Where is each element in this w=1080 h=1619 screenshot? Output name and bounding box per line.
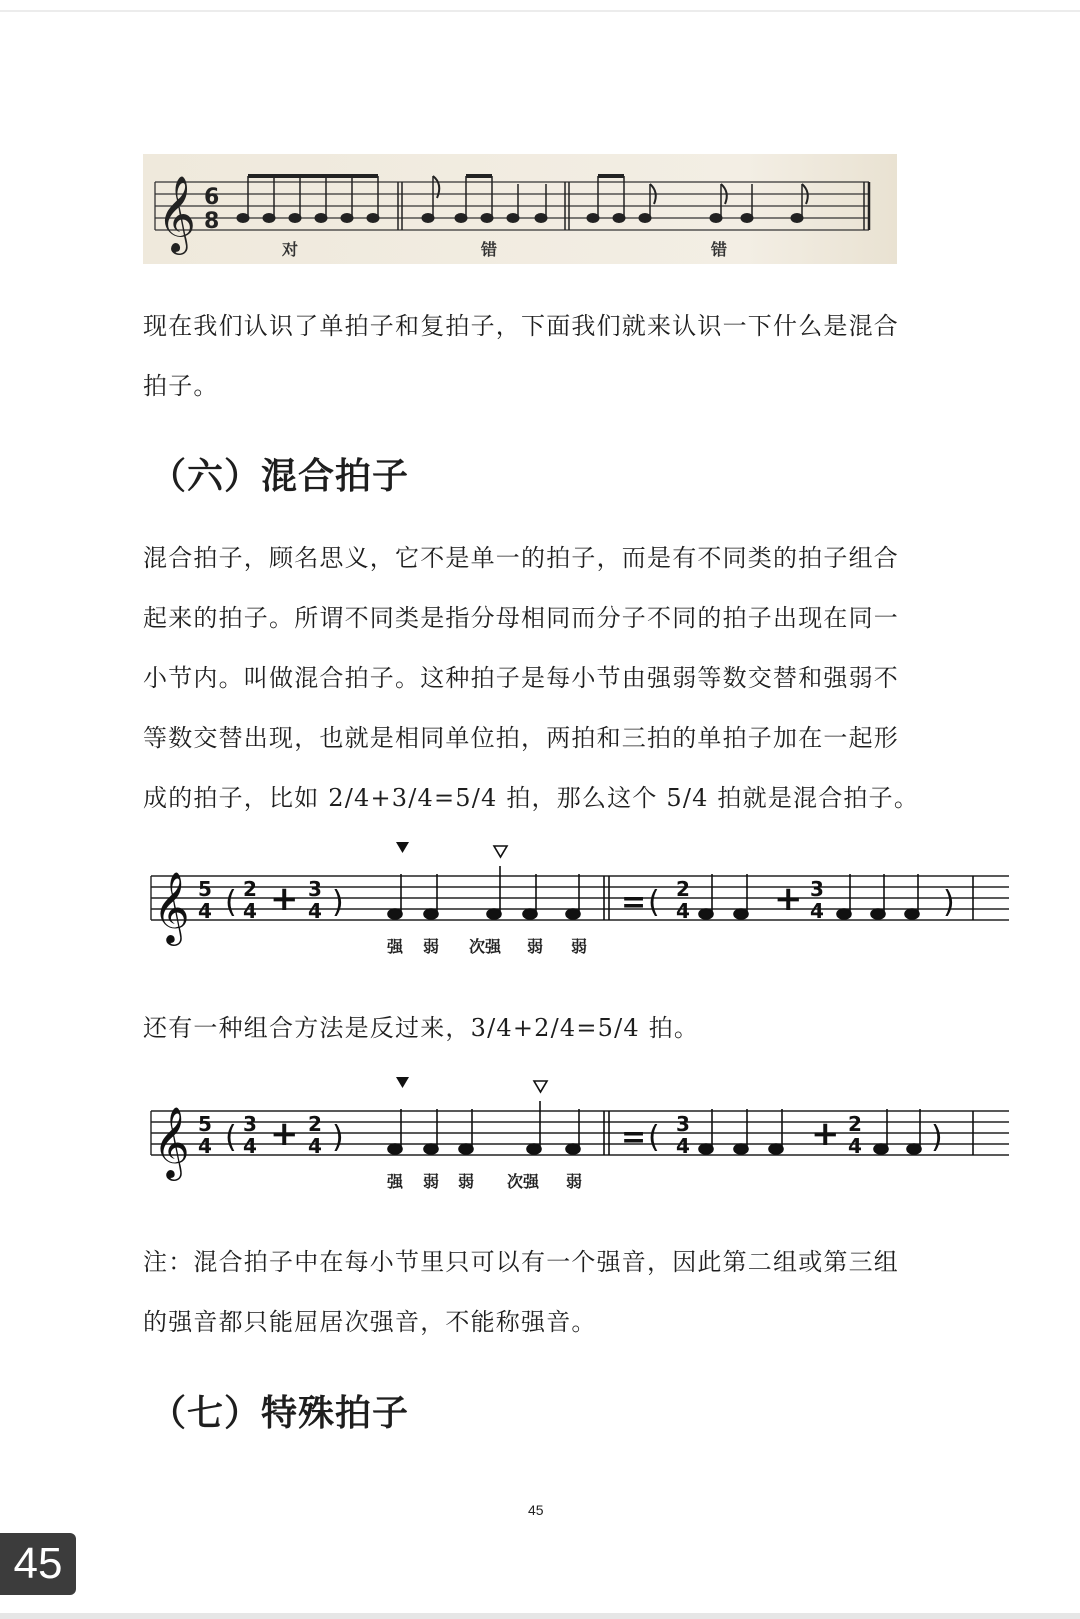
svg-text:5: 5 [198,877,212,901]
svg-text:+: + [811,1114,840,1154]
time-sig-top: 6 [204,185,220,210]
figure-label: 弱 [566,1172,583,1191]
text-line: 小节内。叫做混合拍子。这种拍子是每小节由强弱等数交替和强弱不 [143,664,899,692]
page-indicator-badge: 45 [0,1533,76,1595]
section-heading-mixed-meter: （六）混合拍子 [150,456,410,497]
svg-text:3: 3 [810,877,824,901]
rhythm-example-figure [143,154,897,264]
text-line: 等数交替出现，也就是相同单位拍，两拍和三拍的单拍子加在一起形 [143,724,899,752]
figure-label: 次强 [507,1172,540,1191]
definition-paragraph [143,528,943,828]
text-line: 混合拍子，顾名思义，它不是单一的拍子，而是有不同类的拍子组合 [143,544,899,572]
intro-paragraph [143,296,943,416]
text-line: 的强音都只能屈居次强音，不能称强音。 [143,1308,597,1336]
svg-text:): ) [332,885,344,920]
svg-text:4: 4 [676,1134,690,1158]
text-line: 注：混合拍子中在每小节里只可以有一个强音，因此第二组或第三组 [143,1248,899,1276]
svg-text:3: 3 [676,1112,690,1136]
svg-text:(: ( [648,885,660,920]
svg-text:4: 4 [308,1134,322,1158]
text-line: 现在我们认识了单拍子和复拍子，下面我们就来认识一下什么是混合 [143,312,899,340]
meter-example-2-plus-3 [143,836,1013,971]
section-heading-special-meter: （七）特殊拍子 [150,1393,410,1434]
figure-label: 弱 [423,937,440,956]
svg-text:(: ( [225,885,237,920]
svg-text:2: 2 [308,1112,322,1136]
svg-text:(: ( [225,1120,237,1155]
svg-text:): ) [931,1120,943,1155]
note-paragraph [143,1232,943,1352]
figure-label: 次强 [469,937,502,956]
svg-text:+: + [270,879,299,919]
figure-label: 弱 [458,1172,475,1191]
time-sig-bottom: 8 [204,209,220,234]
svg-text:𝄞: 𝄞 [153,1105,190,1178]
figure-label: 错 [711,240,728,259]
svg-text:3: 3 [243,1112,257,1136]
svg-text:4: 4 [243,899,257,923]
svg-text:2: 2 [848,1112,862,1136]
bottom-divider [0,1613,1080,1619]
text-line: 成的拍子，比如 2/4+3/4=5/4 拍，那么这个 5/4 拍就是混合拍子。 [143,784,920,812]
svg-text:=: = [621,1120,647,1155]
figure-label: 弱 [571,937,588,956]
meter-example-3-plus-2 [143,1071,1013,1206]
svg-text:=: = [621,885,647,920]
svg-text:𝄞: 𝄞 [153,870,190,943]
svg-text:4: 4 [676,899,690,923]
text-line: 还有一种组合方法是反过来，3/4+2/4=5/4 拍。 [143,1014,700,1042]
figure-label: 强 [387,937,404,956]
svg-text:+: + [270,1114,299,1154]
svg-text:(: ( [648,1120,660,1155]
svg-text:): ) [332,1120,344,1155]
svg-text:4: 4 [810,899,824,923]
svg-text:4: 4 [198,899,212,923]
svg-text:3: 3 [308,877,322,901]
page-number: 45 [528,1502,544,1518]
svg-text:𝄞: 𝄞 [157,175,197,252]
reverse-paragraph [143,998,943,1058]
figure-label: 弱 [423,1172,440,1191]
figure-label: 对 [282,240,299,259]
svg-text:5: 5 [198,1112,212,1136]
figure-label: 错 [481,240,498,259]
text-line: 拍子。 [143,372,219,400]
svg-text:): ) [943,885,955,920]
figure-label: 弱 [527,937,544,956]
svg-text:4: 4 [243,1134,257,1158]
svg-text:2: 2 [676,877,690,901]
svg-text:2: 2 [243,877,257,901]
svg-text:4: 4 [848,1134,862,1158]
svg-text:+: + [774,879,803,919]
text-line: 起来的拍子。所谓不同类是指分母相同而分子不同的拍子出现在同一 [143,604,899,632]
svg-text:4: 4 [308,899,322,923]
figure-label: 强 [387,1172,404,1191]
svg-text:4: 4 [198,1134,212,1158]
top-divider [0,10,1080,12]
